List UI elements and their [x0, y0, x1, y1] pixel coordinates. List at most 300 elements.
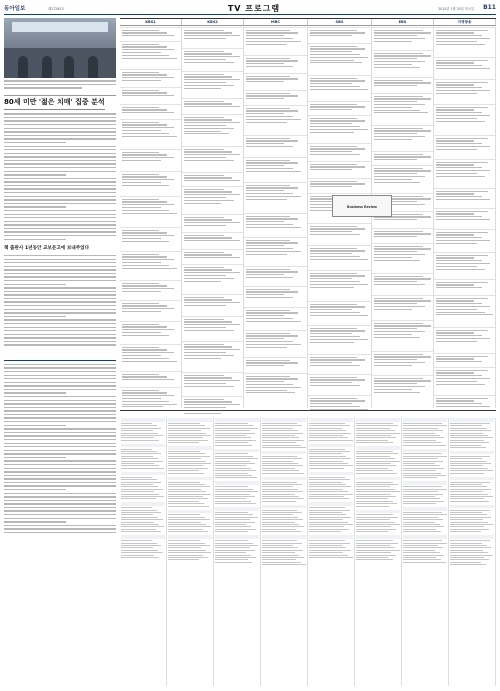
cable-channel-block: [168, 418, 212, 443]
page-number: B11: [483, 4, 496, 11]
text-line: [4, 468, 116, 469]
channel-column: [434, 27, 496, 408]
photo-person: [18, 56, 28, 78]
program-slot: [244, 286, 307, 307]
program-slot: [120, 149, 181, 171]
program-slot: [120, 41, 181, 69]
program-slot: [308, 301, 371, 325]
channel-header: KBS2: [182, 19, 244, 25]
cable-channel-block: [168, 535, 212, 560]
cable-channel-block: [121, 535, 165, 558]
text-line: [4, 171, 116, 172]
text-line: [4, 160, 116, 161]
program-slot: [372, 375, 433, 404]
text-line: [4, 334, 116, 335]
cable-channel-name: [168, 446, 212, 450]
text-line: [4, 192, 116, 193]
cable-channel-block: [215, 449, 259, 479]
program-slot: [244, 90, 307, 105]
cable-channel-block: [262, 505, 306, 533]
cable-channel-name: [356, 418, 400, 422]
text-line: [4, 475, 116, 476]
text-line: [4, 330, 116, 331]
program-slot: [434, 353, 495, 367]
program-slot: [182, 114, 243, 146]
cable-channel-name: [215, 449, 259, 453]
text-line: [4, 364, 116, 365]
program-slot: [308, 143, 371, 161]
cable-column: [214, 418, 261, 686]
program-slot: [182, 249, 243, 264]
text-line: [4, 221, 116, 222]
program-slot: [372, 50, 433, 77]
cable-channel-block: [262, 477, 306, 502]
cable-channel-name: [262, 535, 306, 539]
text-line: [4, 460, 116, 461]
article-subheading: [4, 109, 116, 110]
cable-channel-block: [215, 507, 259, 532]
cable-channel-block: [309, 535, 353, 558]
text-line: [4, 269, 116, 270]
channel-column: [182, 27, 244, 408]
program-slot: [308, 101, 371, 115]
program-slot: [120, 371, 181, 387]
program-slot: [244, 237, 307, 266]
program-slot: [434, 27, 495, 57]
text-line: [4, 124, 116, 125]
cable-channel-block: [262, 418, 306, 448]
program-slot: [244, 157, 307, 182]
program-slot: [434, 252, 495, 279]
cable-channel-block: [309, 418, 353, 441]
text-line: [4, 496, 116, 497]
cable-column: [308, 418, 355, 686]
text-line: [4, 255, 116, 256]
program-slot: [434, 395, 495, 407]
program-slot: [120, 104, 181, 119]
text-line: [4, 493, 116, 494]
cable-channel-name: [121, 418, 165, 422]
cable-channel-block: [450, 451, 494, 474]
text-line: [4, 327, 116, 328]
advertisement-box: [332, 195, 392, 217]
program-slot: [182, 214, 243, 232]
cable-channel-name: [403, 418, 447, 422]
text-line: [4, 485, 116, 486]
cable-channel-name: [450, 505, 494, 509]
program-slot: [308, 161, 371, 178]
second-article-headline: 책 출판사 1년동안 교보문고에 보내주었다: [4, 245, 90, 251]
program-slot: [182, 27, 243, 48]
text-line: [4, 482, 116, 483]
text-line: [4, 135, 116, 136]
program-slot: [308, 245, 371, 270]
program-slot: [308, 395, 371, 407]
cable-channel-block: [168, 446, 212, 474]
program-slot: [434, 327, 495, 353]
cable-channel-block: [168, 477, 212, 507]
text-line: [4, 309, 116, 310]
text-line: [4, 228, 116, 229]
program-slot: [120, 171, 181, 196]
program-slot: [308, 178, 371, 193]
text-line: [4, 528, 116, 529]
text-line: [4, 217, 116, 218]
text-line: [4, 378, 116, 379]
program-slot: [182, 186, 243, 214]
text-line: [4, 146, 116, 147]
text-line: [4, 464, 116, 465]
channel-column: [308, 27, 372, 408]
cable-channel-name: [403, 535, 447, 539]
cable-channel-name: [403, 449, 447, 453]
program-slot: [372, 151, 433, 165]
text-line: [4, 344, 116, 345]
cable-channel-block: [450, 418, 494, 448]
text-line: [4, 471, 116, 472]
local-listing-body: [4, 364, 116, 534]
tv-schedule-grid: [120, 18, 496, 408]
program-slot: [120, 196, 181, 227]
cable-channel-name: [262, 451, 306, 455]
cable-channel-name: [262, 477, 306, 481]
text-line: [4, 131, 116, 132]
text-line: [4, 224, 116, 225]
text-line: [4, 206, 66, 207]
text-line: [4, 410, 116, 411]
program-slot: [372, 125, 433, 151]
program-slot: [308, 374, 371, 395]
text-line: [4, 214, 116, 215]
text-line: [4, 199, 116, 200]
program-slot: [434, 367, 495, 395]
program-slot: [182, 172, 243, 186]
text-line: [4, 425, 66, 426]
cable-channel-name: [356, 535, 400, 539]
text-line: [4, 439, 116, 440]
cable-column: [167, 418, 214, 686]
program-slot: [434, 229, 495, 252]
channel-header: 지역방송: [434, 19, 496, 25]
cable-channel-name: [309, 502, 353, 506]
channel-column: [244, 27, 308, 408]
text-line: [4, 507, 116, 508]
program-slot: [244, 105, 307, 135]
program-slot: [434, 159, 495, 188]
text-line: [4, 319, 116, 320]
advertisement-text: Business Review: [347, 205, 377, 209]
text-line: [4, 178, 116, 179]
program-slot: [244, 373, 307, 405]
program-slot: [372, 165, 433, 193]
cable-channel-block: [121, 472, 165, 500]
program-slot: [120, 321, 181, 344]
second-article-body: [4, 255, 116, 346]
text-line: [4, 142, 66, 143]
text-line: [4, 291, 116, 292]
text-line: [4, 138, 116, 139]
program-slot: [244, 27, 307, 55]
program-slot: [244, 135, 307, 157]
cable-channel-block: [168, 510, 212, 533]
text-line: [4, 453, 116, 454]
cable-channel-block: [356, 446, 400, 474]
text-line: [4, 163, 116, 164]
program-slot: [182, 396, 243, 407]
program-slot: [308, 27, 371, 43]
program-slot: [372, 77, 433, 93]
text-line: [4, 432, 116, 433]
program-slot: [182, 294, 243, 316]
cable-channel-block: [309, 472, 353, 500]
program-slot: [120, 387, 181, 407]
text-line: [4, 188, 116, 189]
program-slot: [120, 227, 181, 251]
text-line: [4, 457, 66, 458]
program-slot: [120, 27, 181, 41]
program-slot: [372, 93, 433, 125]
text-line: [4, 382, 116, 383]
program-slot: [434, 279, 495, 295]
cable-channel-block: [215, 481, 259, 504]
cable-channel-block: [121, 418, 165, 441]
article-body: [4, 113, 116, 240]
photo-person: [88, 56, 98, 78]
cable-channel-name: [121, 535, 165, 539]
cable-channel-name: [121, 472, 165, 476]
cable-channel-name: [403, 507, 447, 511]
text-line: [4, 239, 66, 240]
text-line: [4, 312, 116, 313]
cable-channel-name: [309, 444, 353, 448]
program-slot: [182, 48, 243, 71]
text-line: [4, 301, 116, 302]
program-slot: [182, 341, 243, 372]
cable-channel-block: [450, 505, 494, 533]
text-line: [4, 510, 116, 511]
cable-channel-name: [356, 446, 400, 450]
program-slot: [434, 104, 495, 135]
text-line: [4, 280, 116, 281]
cable-channel-block: [450, 477, 494, 502]
text-line: [4, 231, 116, 232]
cable-channel-name: [309, 418, 353, 422]
program-slot: [308, 115, 371, 143]
cable-channel-name: [262, 418, 306, 422]
text-line: [4, 117, 116, 118]
cable-channel-block: [121, 502, 165, 532]
cable-column: [261, 418, 308, 686]
cable-channel-name: [168, 510, 212, 514]
program-slot: [244, 73, 307, 90]
text-line: [4, 273, 116, 274]
cable-channel-name: [168, 477, 212, 481]
channel-column: [372, 27, 434, 408]
program-slot: [434, 135, 495, 159]
cable-channel-block: [403, 449, 447, 479]
left-article-column: [4, 18, 116, 686]
issue-number: 제27285호: [48, 7, 65, 11]
cable-channel-name: [215, 418, 259, 422]
channel-header: EBS: [372, 19, 434, 25]
text-line: [4, 235, 116, 236]
program-slot: [244, 182, 307, 213]
text-line: [4, 450, 116, 451]
cable-channel-name: [262, 505, 306, 509]
text-line: [4, 156, 116, 157]
program-slot: [434, 208, 495, 229]
text-line: [4, 284, 66, 285]
text-line: [4, 407, 116, 408]
text-line: [4, 287, 116, 288]
cable-column: [449, 418, 496, 686]
program-slot: [308, 270, 371, 301]
program-slot: [308, 43, 371, 75]
text-line: [4, 266, 116, 267]
channel-header: KBS1: [120, 19, 182, 25]
program-slot: [120, 344, 181, 371]
cable-channel-block: [356, 510, 400, 533]
text-line: [4, 367, 116, 368]
text-line: [4, 120, 116, 121]
text-line: [4, 181, 116, 182]
cable-channel-name: [356, 477, 400, 481]
text-line: [4, 149, 116, 150]
cable-channel-name: [450, 418, 494, 422]
program-slot: [434, 295, 495, 327]
program-slot: [182, 372, 243, 396]
cable-channel-name: [215, 481, 259, 485]
text-line: [4, 375, 116, 376]
cable-channel-name: [309, 535, 353, 539]
text-line: [4, 428, 116, 429]
cable-channel-block: [450, 535, 494, 565]
cable-columns: [120, 418, 496, 686]
cable-channel-block: [215, 418, 259, 446]
program-slot: [372, 351, 433, 375]
program-slot: [120, 300, 181, 321]
text-line: [4, 128, 116, 129]
photo-caption: [4, 80, 116, 89]
program-slot: [244, 330, 307, 357]
text-line: [4, 403, 116, 404]
cable-channel-name: [121, 502, 165, 506]
text-line: [4, 341, 116, 342]
text-line: [4, 262, 116, 263]
cable-channel-name: [168, 535, 212, 539]
text-line: [4, 435, 116, 436]
text-line: [4, 478, 116, 479]
text-line: [4, 400, 116, 401]
text-line: [4, 389, 116, 390]
channel-header: MBC: [244, 19, 308, 25]
cable-channel-block: [309, 444, 353, 469]
channel-header: SBS: [308, 19, 372, 25]
program-slot: [182, 232, 243, 249]
program-slot: [120, 69, 181, 87]
section-title: TV 프로그램: [227, 4, 281, 13]
cable-channel-block: [356, 477, 400, 507]
program-slot: [434, 57, 495, 79]
text-line: [4, 371, 116, 372]
program-slot: [244, 357, 307, 373]
program-slot: [182, 146, 243, 172]
text-line: [4, 185, 116, 186]
text-line: [4, 294, 116, 295]
text-line: [4, 337, 116, 338]
program-slot: [372, 320, 433, 351]
program-slot: [182, 71, 243, 98]
program-slot: [372, 243, 433, 273]
photo-person: [64, 56, 74, 78]
text-line: [4, 421, 116, 422]
cable-channel-name: [356, 510, 400, 514]
program-slot: [182, 98, 243, 114]
cable-channel-block: [403, 481, 447, 504]
page-header: [4, 3, 496, 15]
text-line: [4, 259, 116, 260]
program-slot: [372, 228, 433, 243]
text-line: [4, 489, 66, 490]
cable-channel-name: [403, 481, 447, 485]
channel-column: [120, 27, 182, 408]
article-photo: [4, 18, 116, 78]
program-slot: [308, 75, 371, 101]
cable-channel-name: [450, 451, 494, 455]
publication-date: 2010년 1월 20일 목요일: [438, 7, 474, 11]
program-slot: [372, 273, 433, 295]
photo-banner: [12, 22, 108, 32]
article-headline: 80세 미만 '젊은 치매' 집중 분석: [4, 95, 116, 107]
cable-channel-block: [356, 418, 400, 443]
text-line: [4, 396, 116, 397]
cable-channel-name: [309, 472, 353, 476]
cable-channel-block: [403, 418, 447, 446]
text-line: [4, 196, 116, 197]
text-line: [4, 316, 66, 317]
program-slot: [120, 87, 181, 104]
text-line: [4, 167, 116, 168]
program-slot: [182, 264, 243, 294]
program-slot: [434, 188, 495, 208]
channel-header-row: [120, 19, 496, 26]
newspaper-logo: 동아일보: [4, 6, 26, 12]
program-slot: [308, 223, 371, 245]
text-line: [4, 414, 116, 415]
cable-channel-block: [309, 502, 353, 532]
text-line: [4, 298, 116, 299]
text-line: [4, 153, 116, 154]
cable-column: [120, 418, 167, 686]
cable-channel-block: [403, 535, 447, 563]
text-line: [4, 521, 66, 522]
program-slot: [372, 27, 433, 50]
program-slot: [244, 213, 307, 237]
text-line: [4, 518, 116, 519]
cable-channel-name: [215, 507, 259, 511]
cable-channel-name: [168, 418, 212, 422]
cable-channel-name: [215, 535, 259, 539]
local-listing-header: [4, 354, 116, 361]
text-line: [4, 417, 116, 418]
text-line: [4, 392, 66, 393]
cable-channel-block: [215, 535, 259, 563]
text-line: [4, 323, 116, 324]
cable-channel-block: [121, 444, 165, 469]
text-line: [4, 514, 116, 515]
program-slot: [244, 55, 307, 73]
text-line: [4, 525, 116, 526]
